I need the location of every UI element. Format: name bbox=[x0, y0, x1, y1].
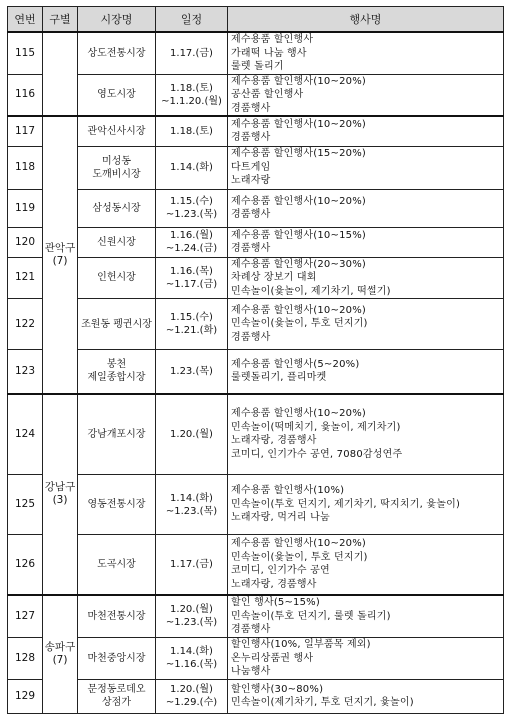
market-name-line: 영도시장 bbox=[97, 89, 136, 101]
event-date-line: ~1.1.20.(월) bbox=[161, 95, 222, 107]
event-date bbox=[156, 595, 228, 638]
market-name bbox=[78, 638, 156, 680]
market-name bbox=[78, 394, 156, 475]
event-item-line: 제수용품 할인행사 bbox=[231, 34, 314, 45]
table-body bbox=[8, 32, 504, 713]
market-name-line: 신원시장 bbox=[97, 236, 136, 248]
event-item-line: 다트게임 bbox=[231, 161, 271, 173]
event-date-line: 1.16.(목) bbox=[170, 265, 213, 277]
row-number: 121 bbox=[8, 257, 43, 299]
market-name bbox=[78, 227, 156, 257]
event-item-line: 경품행사 bbox=[231, 102, 271, 114]
row-number: 116 bbox=[8, 74, 43, 116]
table-row bbox=[8, 475, 504, 535]
event-item-line: 차례상 장보기 대회 bbox=[231, 272, 317, 283]
event-list bbox=[228, 116, 504, 146]
event-date bbox=[156, 679, 228, 713]
event-date-line: ~1.21.(화) bbox=[165, 325, 218, 336]
event-item-line: 제수용품 할인행사(10~20%) bbox=[231, 118, 366, 130]
row-number: 119 bbox=[8, 189, 43, 227]
header-date: 일정 bbox=[156, 7, 228, 33]
event-date-line: 1.15.(수) bbox=[170, 312, 213, 323]
row-number: 125 bbox=[8, 475, 43, 535]
event-list bbox=[228, 679, 504, 713]
event-date bbox=[156, 475, 228, 535]
event-date-line: 1.23.(목) bbox=[170, 365, 213, 377]
event-item-line: 노래자랑 bbox=[231, 175, 271, 187]
event-item-line: 제수용품 할인행사(10~20%) bbox=[231, 75, 366, 87]
row-number: 129 bbox=[8, 679, 43, 713]
row-number: 123 bbox=[8, 350, 43, 394]
table-row bbox=[8, 350, 504, 394]
event-list bbox=[228, 595, 504, 638]
event-date-line: ~1.17.(금) bbox=[165, 278, 218, 290]
event-item-line: 제수용품 할인행사(10~20%) bbox=[231, 408, 366, 420]
market-name bbox=[78, 74, 156, 116]
event-item-line: 할인행사(10%, 일부품목 제외) bbox=[231, 639, 371, 650]
event-date-line: 1.14.(화) bbox=[170, 162, 213, 173]
event-date-line: 1.20.(월) bbox=[170, 604, 213, 616]
event-date-line: 1.18.(토) bbox=[170, 82, 213, 94]
table-row bbox=[8, 74, 504, 116]
event-date-line: 1.17.(금) bbox=[170, 47, 213, 59]
row-number: 126 bbox=[8, 535, 43, 595]
event-item-line: 가래떡 나눔 행사 bbox=[231, 47, 307, 59]
event-list bbox=[228, 638, 504, 680]
event-list bbox=[228, 299, 504, 350]
event-date bbox=[156, 227, 228, 257]
event-date bbox=[156, 394, 228, 475]
region-count: (7) bbox=[52, 654, 68, 666]
table-row bbox=[8, 116, 504, 146]
event-item-line: 코미디, 인기가수 공연 bbox=[231, 565, 330, 577]
event-date-line: 1.16.(월) bbox=[170, 230, 213, 241]
region-cell bbox=[43, 116, 78, 394]
event-date-line: 1.14.(화) bbox=[170, 492, 213, 504]
event-item-line: 민속놀이(윷놀이, 투호 던지기) bbox=[231, 551, 368, 563]
market-name bbox=[78, 350, 156, 394]
region-name: 송파구 bbox=[44, 641, 76, 653]
table-row bbox=[8, 299, 504, 350]
event-item-line: 나눔행사 bbox=[231, 666, 271, 677]
table-row bbox=[8, 679, 504, 713]
event-item-line: 민속놀이(투호 던지기, 제기차기, 딱지치기, 윷놀이) bbox=[231, 498, 461, 510]
event-item-line: 노래자랑, 경품행사 bbox=[231, 435, 317, 447]
event-list bbox=[228, 189, 504, 227]
event-date bbox=[156, 535, 228, 595]
event-item-line: 경품행사 bbox=[231, 331, 271, 343]
market-name-line: 상점가 bbox=[102, 697, 131, 708]
region-cell bbox=[43, 595, 78, 714]
event-list bbox=[228, 32, 504, 74]
region-count: (3) bbox=[52, 494, 68, 506]
event-item-line: 제수용품 할인행사(15~20%) bbox=[231, 148, 366, 160]
row-number: 127 bbox=[8, 595, 43, 638]
region-cell bbox=[43, 394, 78, 595]
event-list bbox=[228, 227, 504, 257]
event-date-line: 1.20.(월) bbox=[170, 684, 213, 695]
table-row bbox=[8, 535, 504, 595]
event-list bbox=[228, 350, 504, 394]
market-name-line: 조원동 펭귄시장 bbox=[81, 318, 152, 330]
market-name bbox=[78, 595, 156, 638]
event-item-line: 노래자랑, 먹거리 나눔 bbox=[231, 512, 330, 524]
event-date bbox=[156, 146, 228, 189]
row-number: 118 bbox=[8, 146, 43, 189]
market-name bbox=[78, 475, 156, 535]
event-date bbox=[156, 74, 228, 116]
event-item-line: 민속놀이(윷놀이, 제기차기, 떡썰기) bbox=[231, 285, 391, 297]
event-date-line: ~1.23.(목) bbox=[165, 505, 218, 517]
market-name-line: 봉천 bbox=[106, 359, 127, 371]
event-item-line: 공산품 할인행사 bbox=[231, 89, 304, 100]
event-item-line: 제수용품 할인행사(10~20%) bbox=[231, 538, 366, 550]
row-number: 128 bbox=[8, 638, 43, 680]
table-row bbox=[8, 595, 504, 638]
table-row bbox=[8, 32, 504, 74]
event-item-line: 민속놀이(떡메치기, 윷놀이, 제기차기) bbox=[231, 421, 401, 433]
market-name bbox=[78, 679, 156, 713]
table-row bbox=[8, 257, 504, 299]
event-item-line: 룰렛돌리기, 플리마켓 bbox=[231, 372, 327, 384]
market-name-line: 도깨비시장 bbox=[92, 168, 141, 180]
event-item-line: 코미디, 인기가수 공연, 7080감성연주 bbox=[231, 448, 403, 460]
event-item-line: 경품행사 bbox=[231, 132, 271, 144]
row-number: 124 bbox=[8, 394, 43, 475]
table-row bbox=[8, 638, 504, 680]
event-date bbox=[156, 299, 228, 350]
market-name-line: 영동전통시장 bbox=[87, 499, 146, 510]
event-item-line: 룰렛 돌리기 bbox=[231, 61, 284, 72]
event-item-line: 제수용품 할인행사(10%) bbox=[231, 485, 345, 497]
row-number: 122 bbox=[8, 299, 43, 350]
event-date-line: ~1.29.(수) bbox=[165, 697, 218, 708]
event-list bbox=[228, 535, 504, 595]
row-number: 120 bbox=[8, 227, 43, 257]
event-list bbox=[228, 146, 504, 189]
region-count: (7) bbox=[52, 254, 68, 267]
event-item-line: 노래자랑, 경품행사 bbox=[231, 578, 317, 590]
table-row bbox=[8, 394, 504, 475]
header-row bbox=[8, 7, 504, 33]
event-item-line: 제수용품 할인행사(5~20%) bbox=[231, 358, 360, 370]
table-row bbox=[8, 227, 504, 257]
market-name-line: 인헌시장 bbox=[97, 272, 136, 284]
event-item-line: 할인 행사(5~15%) bbox=[231, 597, 320, 608]
event-date bbox=[156, 638, 228, 680]
event-item-line: 온누리상품권 행사 bbox=[231, 652, 314, 664]
market-name bbox=[78, 535, 156, 595]
event-date bbox=[156, 32, 228, 74]
event-item-line: 민속놀이(제기차기, 투호 던지기, 윷놀이) bbox=[231, 697, 414, 708]
event-list bbox=[228, 475, 504, 535]
event-date bbox=[156, 350, 228, 394]
event-list bbox=[228, 394, 504, 475]
market-name-line: 마천전통시장 bbox=[87, 610, 146, 622]
event-item-line: 경품행사 bbox=[231, 243, 271, 254]
market-name bbox=[78, 189, 156, 227]
table-row bbox=[8, 146, 504, 189]
market-name-line: 상도전통시장 bbox=[87, 47, 146, 59]
event-date-line: 1.18.(토) bbox=[170, 125, 213, 137]
market-name bbox=[78, 299, 156, 350]
row-number: 115 bbox=[8, 32, 43, 74]
market-name-line: 삼성동시장 bbox=[92, 202, 141, 214]
header-region: 구별 bbox=[43, 7, 78, 33]
event-list bbox=[228, 74, 504, 116]
market-name-line: 도곡시장 bbox=[97, 558, 136, 570]
event-date bbox=[156, 116, 228, 146]
event-date-line: ~1.16.(목) bbox=[165, 659, 218, 671]
market-name bbox=[78, 32, 156, 74]
event-item-line: 제수용품 할인행사(10~20%) bbox=[231, 195, 366, 207]
event-date bbox=[156, 257, 228, 299]
event-date bbox=[156, 189, 228, 227]
event-table bbox=[7, 6, 504, 714]
market-name-line: 강남개포시장 bbox=[87, 428, 146, 440]
market-name-line: 관악신사시장 bbox=[87, 125, 146, 137]
region-name: 관악구 bbox=[44, 241, 76, 254]
header-event: 행사명 bbox=[228, 7, 504, 33]
event-item-line: 민속놀이(윷놀이, 투호 던지기) bbox=[231, 318, 368, 330]
event-date-line: ~1.23.(목) bbox=[165, 617, 218, 629]
region-name: 강남구 bbox=[44, 481, 76, 493]
event-item-line: 할인행사(30~80%) bbox=[231, 683, 324, 695]
market-name bbox=[78, 116, 156, 146]
market-name bbox=[78, 257, 156, 299]
market-name-line: 미성동 bbox=[102, 155, 131, 167]
region-cell bbox=[43, 32, 78, 116]
market-name bbox=[78, 146, 156, 189]
event-date-line: 1.17.(금) bbox=[170, 558, 213, 570]
event-date-line: ~1.23.(목) bbox=[165, 209, 218, 220]
event-item-line: 민속놀이(투호 던지기, 룰렛 돌리기) bbox=[231, 610, 391, 622]
event-item-line: 제수용품 할인행사(20~30%) bbox=[231, 258, 366, 270]
market-name-line: 문정동로데오 bbox=[87, 684, 146, 695]
event-list bbox=[228, 257, 504, 299]
header-no: 연번 bbox=[8, 7, 43, 33]
table-row bbox=[8, 189, 504, 227]
market-name-line: 제일종합시장 bbox=[87, 372, 146, 384]
row-number: 117 bbox=[8, 116, 43, 146]
event-date-line: 1.15.(수) bbox=[170, 196, 213, 207]
event-item-line: 경품행사 bbox=[231, 209, 271, 220]
event-item-line: 경품행사 bbox=[231, 624, 271, 635]
event-item-line: 제수용품 할인행사(10~15%) bbox=[231, 229, 366, 241]
event-item-line: 제수용품 할인행사(10~20%) bbox=[231, 304, 366, 316]
event-date-line: 1.20.(월) bbox=[170, 428, 213, 440]
header-market: 시장명 bbox=[78, 7, 156, 33]
event-date-line: 1.14.(화) bbox=[170, 646, 213, 658]
market-name-line: 마천중앙시장 bbox=[87, 652, 146, 664]
event-date-line: ~1.24.(금) bbox=[165, 243, 218, 254]
